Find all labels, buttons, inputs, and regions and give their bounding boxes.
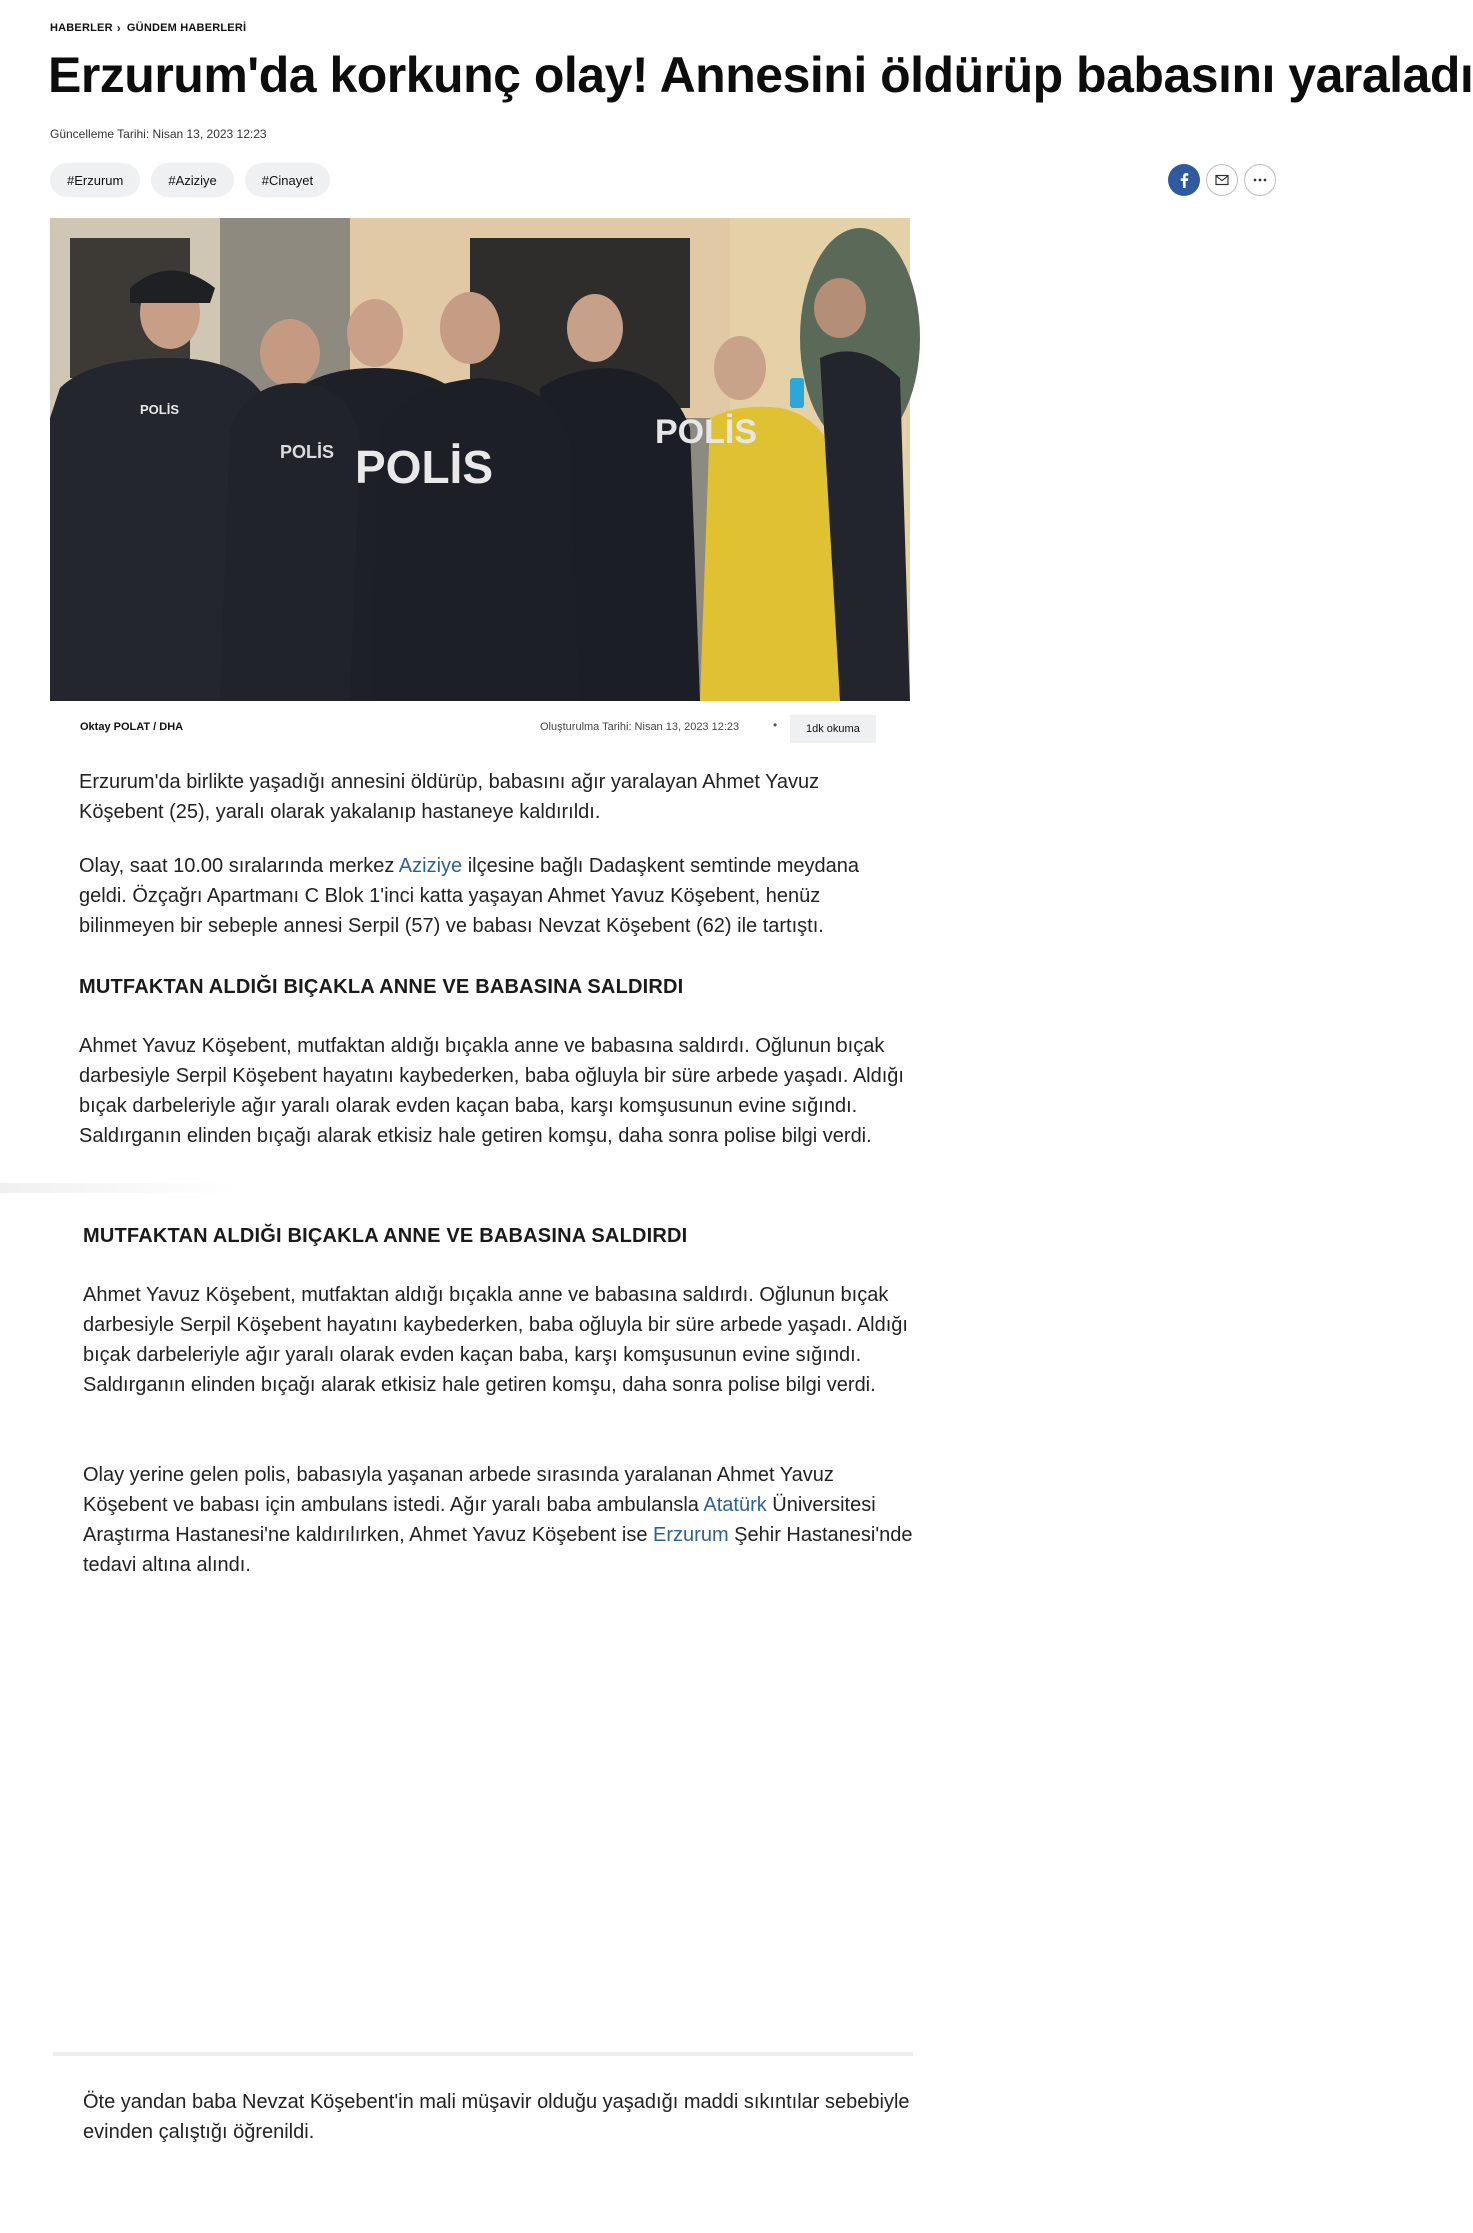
vest-text: POLİS [655, 413, 758, 451]
paragraph-text [79, 851, 909, 941]
update-date: Güncelleme Tarihi: Nisan 13, 2023 12:23 [50, 127, 267, 141]
mail-share-button[interactable] [1206, 164, 1238, 196]
article-paragraph-1 [79, 767, 909, 827]
breadcrumb [50, 21, 246, 35]
section-divider-shadow [0, 1183, 240, 1193]
tag-aziziye[interactable]: #Aziziye [151, 163, 233, 197]
paragraph-text-part: Şehir Hastanesi'nde tedavi altına alındı. [83, 1524, 913, 1576]
article-paragraph-3 [79, 1031, 909, 1151]
article-subheading-2 [83, 1221, 913, 1251]
aziziye-link[interactable]: Aziziye [398, 855, 463, 877]
tag-list [50, 163, 330, 197]
article-photo [50, 218, 910, 701]
subheading: MUTFAKTAN ALDIĞI BIÇAKLA ANNE VE BABASINA SALDIRDI [79, 976, 684, 998]
tag-erzurum[interactable]: #Erzurum [50, 163, 140, 197]
vest-text: POLİS [355, 441, 494, 493]
more-share-button[interactable] [1244, 164, 1276, 196]
breadcrumb-home-link[interactable]: HABERLER [50, 22, 113, 34]
ataturk-link[interactable]: Atatürk [703, 1494, 767, 1516]
article-meta [50, 715, 910, 743]
erzurum-link[interactable]: Erzurum [653, 1524, 729, 1546]
more-icon [1253, 178, 1267, 182]
paragraph-text-part: Üniversitesi Araştırma Hastanesi'ne kaldırılırken, Ahmet Yavuz Köşebent ise [83, 1494, 876, 1546]
article-subheading-1 [79, 972, 909, 1002]
paragraph-text: Erzurum'da birlikte yaşadığı annesini öldürüp, babasını ağır yaralayan Ahmet Yavuz Köşebent (25), yaralı olarak yakalanıp hastaneye kaldırıldı. [79, 771, 820, 823]
vest-text: POLİS [140, 402, 180, 417]
paragraph-text-part: Olay yerine gelen polis, babasıyla yaşanan arbede sırasında yaralanan Ahmet Yavuz Köşebent ve babası için ambulans istedi. Ağır yaralı baba ambulansla [83, 1464, 834, 1516]
article-headline: Erzurum'da korkunç olay! Annesini öldürüp babasını yaraladı [48, 47, 1473, 103]
chevron-right-icon: › [116, 21, 121, 35]
facebook-share-button[interactable] [1168, 164, 1200, 196]
tag-cinayet[interactable]: #Cinayet [245, 163, 330, 197]
paragraph-text-part: ilçesine bağlı Dadaşkent semtinde meydana geldi. Özçağrı Apartmanı C Blok 1'inci katta yaşayan Ahmet Yavuz Köşebent, henüz bilinmeyen bir sebeple annesi Serpil (57) ve babası Nevzat Köşebent (62) ile tartıştı. [79, 855, 860, 937]
created-date: Oluşturulma Tarihi: Nisan 13, 2023 12:23 [540, 721, 740, 733]
vest-text: POLİS [280, 442, 335, 462]
article-paragraph-5 [83, 2087, 913, 2147]
subheading: MUTFAKTAN ALDIĞI BIÇAKLA ANNE VE BABASINA SALDIRDI [83, 1225, 688, 1247]
mail-icon [1215, 174, 1229, 186]
paragraph-text: Öte yandan baba Nevzat Köşebent'in mali müşavir olduğu yaşadığı maddi sıkıntılar sebebiyle evinden çalıştığı öğrenildi. [83, 2091, 910, 2143]
meta-separator: • [773, 718, 778, 732]
share-buttons [1168, 164, 1276, 196]
breadcrumb-section-link[interactable]: GÜNDEM HABERLERİ [126, 22, 247, 34]
read-time-badge: 1dk okuma [790, 715, 876, 743]
paragraph-text: Ahmet Yavuz Köşebent, mutfaktan aldığı bıçakla anne ve babasına saldırdı. Oğlunun bıçak darbesiyle Serpil Köşebent hayatını kaybederken, baba oğluyla bir süre arbede yaşadı. Aldığı bıçak darbeleriyle ağır yaralı olarak evden kaçan baba, karşı komşusunun evine sığındı. Saldırganın elinden bıçağı alarak etkisiz hale getiren komşu, daha sonra polise bilgi verdi. [79, 1035, 904, 1147]
author-name: Oktay POLAT / DHA [80, 721, 184, 733]
paragraph-text: Ahmet Yavuz Köşebent, mutfaktan aldığı bıçakla anne ve babasına saldırdı. Oğlunun bıçak darbesiyle Serpil Köşebent hayatını kaybederken, baba oğluyla bir süre arbede yaşadı. Aldığı bıçak darbeleriyle ağır yaralı olarak evden kaçan baba, karşı komşusunun evine sığındı. Saldırganın elinden bıçağı alarak etkisiz hale getiren komşu, daha sonra polise bilgi verdi. [83, 1284, 908, 1396]
article-paragraph-2 [79, 851, 909, 941]
article-paragraph-4 [83, 1460, 913, 1580]
article-paragraph-3-repeat [83, 1280, 913, 1400]
facebook-icon [1177, 172, 1191, 188]
content-divider [53, 2052, 913, 2056]
paragraph-text [83, 1460, 913, 1580]
paragraph-text-part: Olay, saat 10.00 sıralarında merkez [79, 855, 399, 877]
